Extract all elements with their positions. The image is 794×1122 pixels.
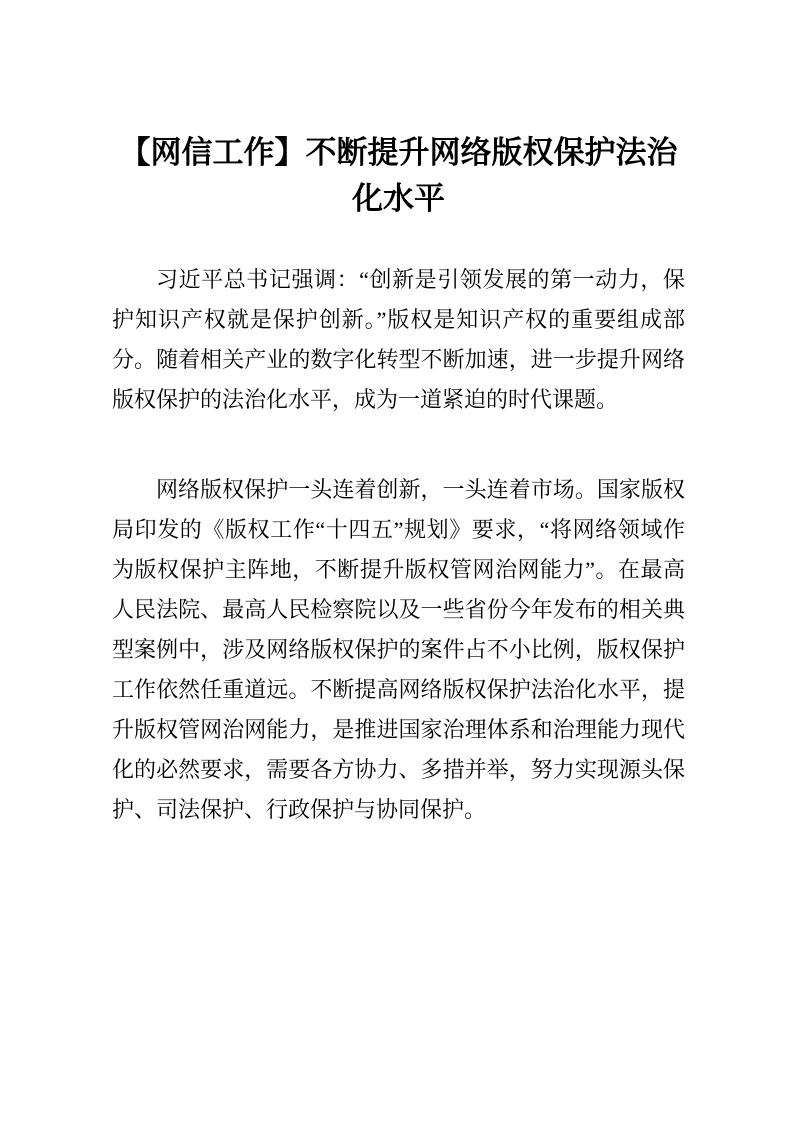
paragraph-1: 习近平总书记强调：“创新是引领发展的第一动力，保护知识产权就是保护创新。”版权是知识产权的重要组成部分。随着相关产业的数字化转型不断加速，进一步提升网络版权保护的法治化水平，成为一道紧迫的时代课题。 xyxy=(112,267,685,412)
paragraph-2: 网络版权保护一头连着创新，一头连着市场。国家版权局印发的《版权工作“十四五”规划》要求，“将网络领域作为版权保护主阵地，不断提升版权管网治网能力”。在最高人民法院、最高人民检察院以及一些省份今年发布的相关典型案例中，涉及网络版权保护的案件占不小比例，版权保护工作依然任重道远。不断提高网络版权保护法治化水平，提升版权管网治网能力，是推进国家治理体系和治理能力现代化的必然要求，需要各方协力、多措并举，努力实现源头保护、司法保护、行政保护与协同保护。 xyxy=(112,477,685,822)
document-title: 【网信工作】不断提升网络版权保护法治化水平 xyxy=(119,135,678,216)
